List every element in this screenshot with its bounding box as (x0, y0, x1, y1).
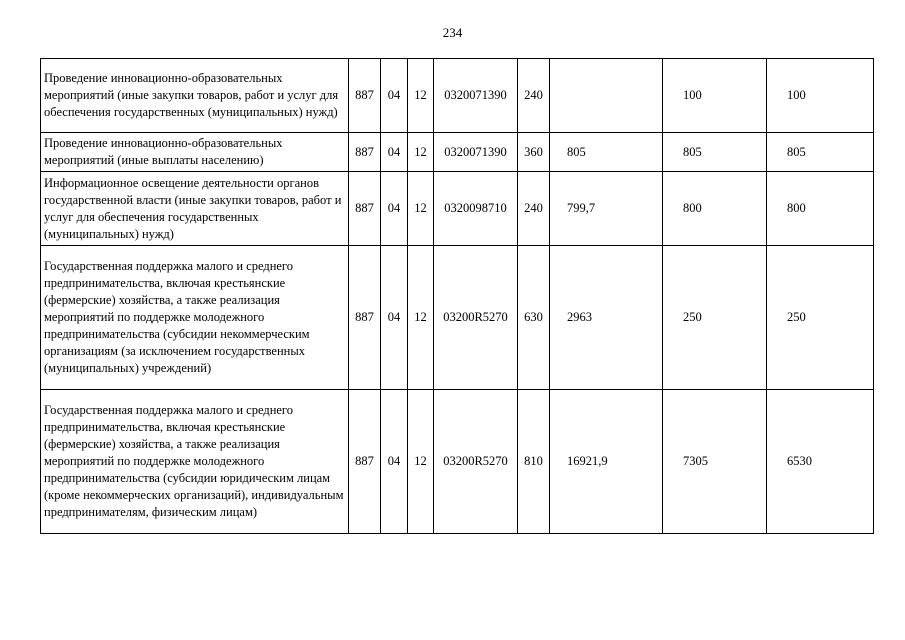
target-article-code-cell: 0320098710 (434, 172, 518, 246)
grbs-code-cell: 887 (349, 133, 381, 172)
amount-year3-cell: 250 (767, 246, 874, 390)
expense-type-code-cell: 240 (518, 172, 550, 246)
amount-year3-cell: 805 (767, 133, 874, 172)
subsection-code-cell: 12 (408, 390, 434, 534)
subsection-code-cell: 12 (408, 59, 434, 133)
item-name-cell: Проведение инновационно-образовательных мероприятий (иные выплаты населению) (41, 133, 349, 172)
grbs-code-cell: 887 (349, 246, 381, 390)
target-article-code-cell: 03200R5270 (434, 246, 518, 390)
table-row (41, 133, 874, 172)
item-name-cell: Проведение инновационно-образовательных мероприятий (иные закупки товаров, работ и услуг для обеспечения государственных (муниципальных) нужд) (41, 59, 349, 133)
target-article-code-cell: 0320071390 (434, 59, 518, 133)
table-row (41, 59, 874, 133)
amount-year2-cell: 7305 (663, 390, 767, 534)
amount-year3-cell: 100 (767, 59, 874, 133)
subsection-code-cell: 12 (408, 172, 434, 246)
table-row (41, 172, 874, 246)
expense-type-code-cell: 240 (518, 59, 550, 133)
amount-year1-cell: 805 (550, 133, 663, 172)
amount-year2-cell: 800 (663, 172, 767, 246)
grbs-code-cell: 887 (349, 172, 381, 246)
amount-year2-cell: 250 (663, 246, 767, 390)
grbs-code-cell: 887 (349, 390, 381, 534)
subsection-code-cell: 12 (408, 133, 434, 172)
section-code-cell: 04 (381, 59, 408, 133)
amount-year3-cell: 6530 (767, 390, 874, 534)
expense-type-code-cell: 810 (518, 390, 550, 534)
amount-year2-cell: 805 (663, 133, 767, 172)
item-name-cell: Государственная поддержка малого и среднего предпринимательства, включая крестьянские (фермерские) хозяйства, а также реализация мероприятий по поддержке молодежного предпринимательства (субсидии юридическим лицам (кроме некоммерческих организаций), индивидуальным предпринимателям, физическим лицам) (41, 390, 349, 534)
amount-year1-cell: 2963 (550, 246, 663, 390)
amount-year1-cell: 799,7 (550, 172, 663, 246)
grbs-code-cell: 887 (349, 59, 381, 133)
expense-type-code-cell: 630 (518, 246, 550, 390)
page-number: 234 (442, 25, 463, 40)
section-code-cell: 04 (381, 172, 408, 246)
amount-year1-cell (550, 59, 663, 133)
expense-type-code-cell: 360 (518, 133, 550, 172)
budget-table (40, 58, 874, 534)
amount-year2-cell: 100 (663, 59, 767, 133)
item-name-cell: Информационное освещение деятельности органов государственной власти (иные закупки товаров, работ и услуг для обеспечения государственных (муниципальных) нужд) (41, 172, 349, 246)
section-code-cell: 04 (381, 390, 408, 534)
table-row (41, 246, 874, 390)
amount-year1-cell: 16921,9 (550, 390, 663, 534)
target-article-code-cell: 03200R5270 (434, 390, 518, 534)
amount-year3-cell: 800 (767, 172, 874, 246)
table-row (41, 390, 874, 534)
target-article-code-cell: 0320071390 (434, 133, 518, 172)
subsection-code-cell: 12 (408, 246, 434, 390)
section-code-cell: 04 (381, 133, 408, 172)
section-code-cell: 04 (381, 246, 408, 390)
item-name-cell: Государственная поддержка малого и среднего предпринимательства, включая крестьянские (фермерские) хозяйства, а также реализация мероприятий по поддержке молодежного предпринимательства (субсидии некоммерческим организациям (за исключением государственных (муниципальных) учреждений) (41, 246, 349, 390)
